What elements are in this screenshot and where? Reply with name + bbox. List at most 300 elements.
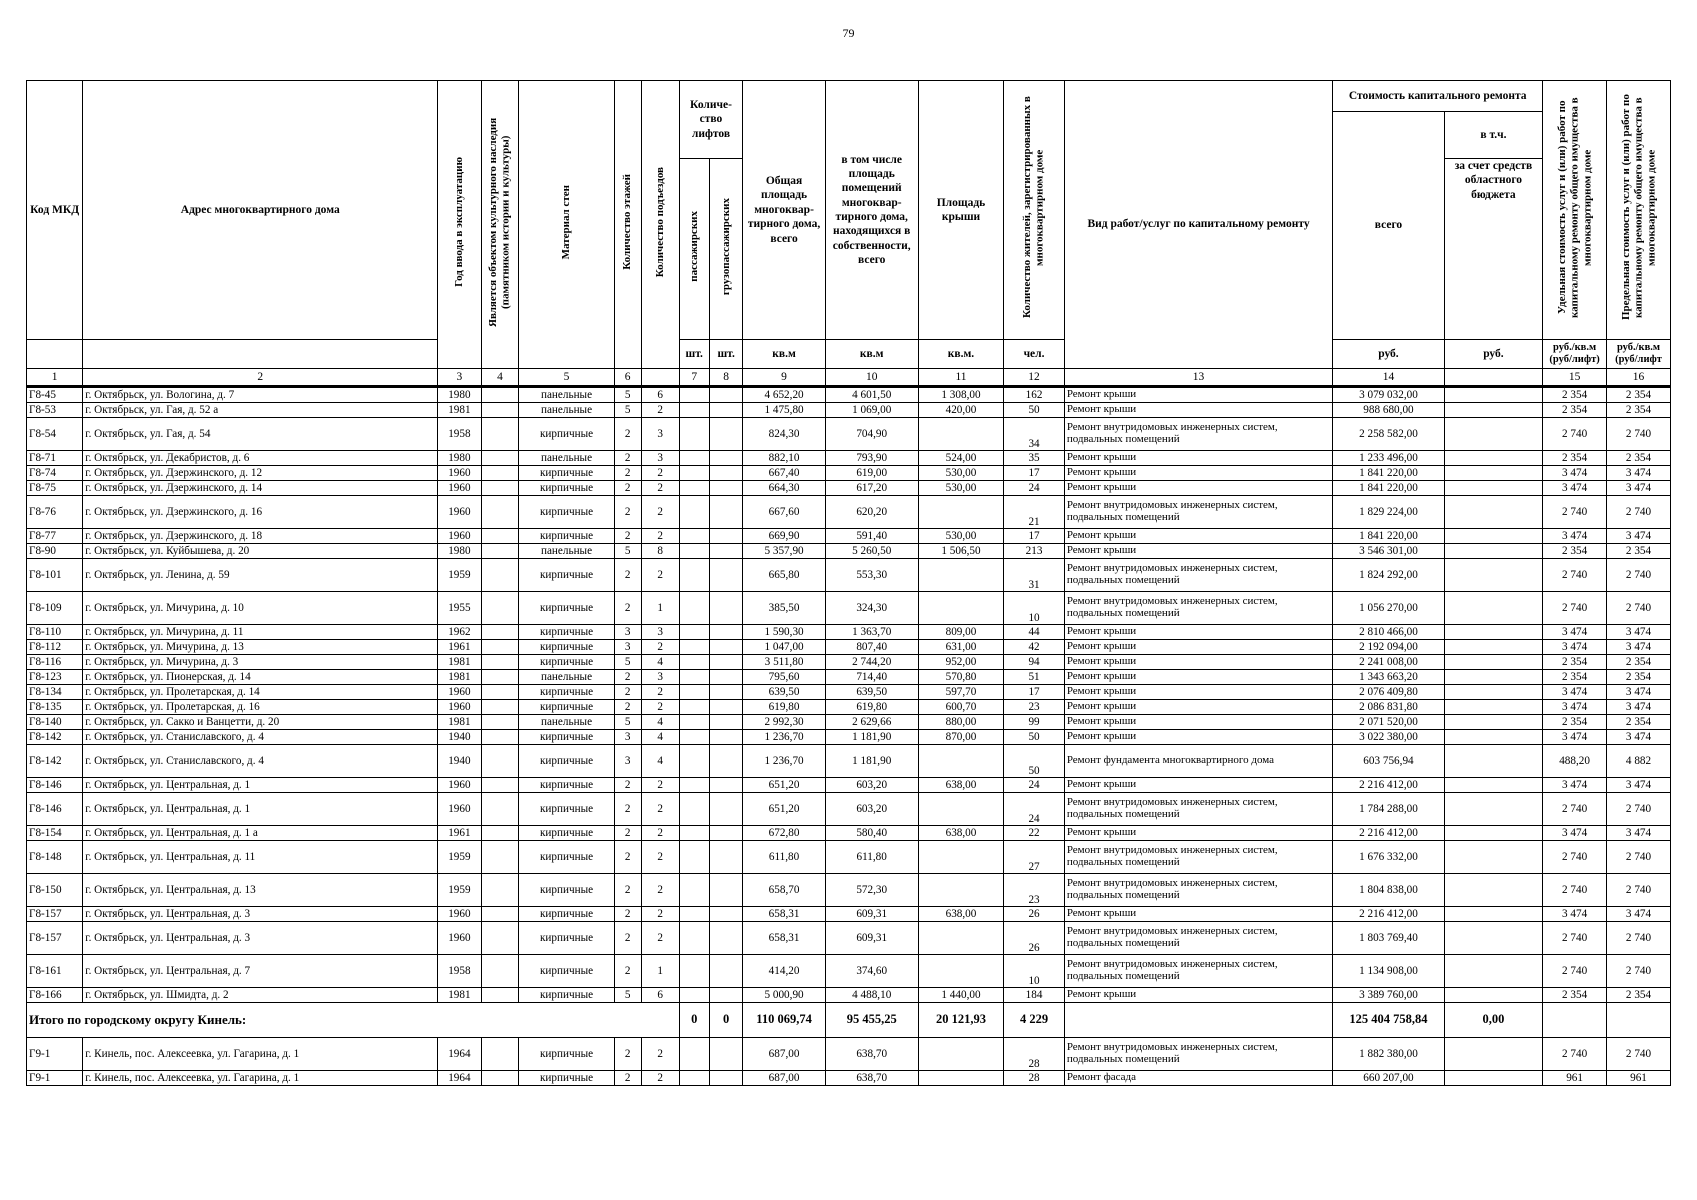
- cell-code: Г8-123: [27, 670, 83, 685]
- cell-lifts-passenger: [679, 529, 709, 544]
- cell-work: Ремонт крыши: [1064, 640, 1332, 655]
- cell-owned-area: 609,31: [825, 907, 918, 922]
- cell-total-area: 667,40: [743, 466, 825, 481]
- cell-code: Г8-150: [27, 874, 83, 907]
- cell-floors: 5: [614, 655, 641, 670]
- cell-heritage: [481, 700, 519, 715]
- header-owned-area: в том числе площадь помещений многоквар-тирного дома, находящихся в собственности, всего: [825, 81, 918, 340]
- cell-residents: 27: [1004, 841, 1065, 874]
- cell-entrances: 4: [641, 745, 679, 778]
- cell-work: Ремонт внутридомовых инженерных систем, подвальных помещений: [1064, 841, 1332, 874]
- cell-code: Г8-109: [27, 592, 83, 625]
- cell-cost: 1 841 220,00: [1333, 466, 1444, 481]
- cell-lifts-cargo: [709, 700, 743, 715]
- cell-entrances: 2: [641, 1071, 679, 1086]
- cell-work: Ремонт внутридомовых инженерных систем, подвальных помещений: [1064, 922, 1332, 955]
- table-row: [27, 988, 1671, 1003]
- unit-sqm: кв.м.: [918, 340, 1004, 369]
- cell-code: Г8-54: [27, 418, 83, 451]
- cell-lifts-cargo: [709, 841, 743, 874]
- cell-roof-area: 600,70: [918, 700, 1004, 715]
- cell-material: панельные: [519, 715, 614, 730]
- cell-total-area: 1 236,70: [743, 730, 825, 745]
- cell-regional: [1444, 655, 1542, 670]
- cell-total-area: 651,20: [743, 793, 825, 826]
- cell-regional: [1444, 841, 1542, 874]
- cell-max-cost: 2 740: [1607, 922, 1671, 955]
- cell-roof-area: [918, 745, 1004, 778]
- cell-lifts-cargo: [709, 730, 743, 745]
- cell-year: 1981: [438, 655, 481, 670]
- cell-lifts-cargo: [709, 793, 743, 826]
- column-number: 4: [481, 369, 519, 387]
- table-row: [27, 544, 1671, 559]
- cell-heritage: [481, 655, 519, 670]
- cell-lifts-passenger: [679, 907, 709, 922]
- cell-year: 1980: [438, 544, 481, 559]
- cell-max-cost: 2 740: [1607, 496, 1671, 529]
- cell-heritage: [481, 730, 519, 745]
- cell-heritage: [481, 826, 519, 841]
- table-row: [27, 640, 1671, 655]
- cell-residents: 24: [1004, 793, 1065, 826]
- cell-address: г. Октябрьск, ул. Вологина, д. 7: [83, 387, 438, 403]
- total-row: [27, 1003, 1671, 1038]
- cell-lifts-cargo: [709, 670, 743, 685]
- cell-address: г. Октябрьск, ул. Ленина, д. 59: [83, 559, 438, 592]
- total-lifts-cargo: 0: [709, 1003, 743, 1038]
- cell-year: 1960: [438, 700, 481, 715]
- cell-address: г. Октябрьск, ул. Пионерская, д. 14: [83, 670, 438, 685]
- unit-rub: руб.: [1333, 340, 1444, 369]
- cell-residents: 28: [1004, 1038, 1065, 1071]
- cell-year: 1961: [438, 826, 481, 841]
- cell-unit-cost: 3 474: [1543, 907, 1607, 922]
- header-work: Вид работ/услуг по капитальному ремонту: [1064, 81, 1332, 369]
- cell-code: Г8-161: [27, 955, 83, 988]
- header-cost: Стоимость капитального ремонта: [1333, 81, 1543, 112]
- cell-max-cost: 2 354: [1607, 544, 1671, 559]
- cell-unit-cost: 2 740: [1543, 841, 1607, 874]
- cell-total-area: 1 047,00: [743, 640, 825, 655]
- cell-residents: 50: [1004, 403, 1065, 418]
- header-cost-incl: в т.ч.: [1444, 112, 1542, 159]
- cell-max-cost: 4 882: [1607, 745, 1671, 778]
- cell-year: 1960: [438, 496, 481, 529]
- unit-pcs: шт.: [679, 340, 709, 369]
- cell-unit-cost: 2 354: [1543, 544, 1607, 559]
- cell-max-cost: 2 740: [1607, 841, 1671, 874]
- cell-year: 1981: [438, 403, 481, 418]
- cell-floors: 2: [614, 841, 641, 874]
- cell-total-area: 795,60: [743, 670, 825, 685]
- cell-code: Г8-142: [27, 745, 83, 778]
- cell-entrances: 6: [641, 988, 679, 1003]
- cell-residents: 17: [1004, 685, 1065, 700]
- cell-code: Г8-77: [27, 529, 83, 544]
- cell-entrances: 4: [641, 715, 679, 730]
- cell-heritage: [481, 544, 519, 559]
- cell-roof-area: 570,80: [918, 670, 1004, 685]
- cell-regional: [1444, 955, 1542, 988]
- table-row: [27, 1038, 1671, 1071]
- cell-floors: 2: [614, 685, 641, 700]
- cell-cost: 660 207,00: [1333, 1071, 1444, 1086]
- cell-entrances: 2: [641, 778, 679, 793]
- cell-total-area: 882,10: [743, 451, 825, 466]
- header-address: Адрес многоквартирного дома: [83, 81, 438, 340]
- cell-material: панельные: [519, 451, 614, 466]
- table-row: [27, 826, 1671, 841]
- table-header: [27, 81, 1671, 387]
- cell-max-cost: 961: [1607, 1071, 1671, 1086]
- cell-floors: 5: [614, 403, 641, 418]
- header-cost-total: всего: [1333, 112, 1444, 340]
- cell-heritage: [481, 874, 519, 907]
- cell-code: Г8-135: [27, 700, 83, 715]
- cell-owned-area: 553,30: [825, 559, 918, 592]
- cell-lifts-cargo: [709, 922, 743, 955]
- cell-unit-cost: 2 740: [1543, 1038, 1607, 1071]
- cell-material: кирпичные: [519, 988, 614, 1003]
- cell-cost: 2 216 412,00: [1333, 778, 1444, 793]
- cell-heritage: [481, 529, 519, 544]
- cell-lifts-passenger: [679, 387, 709, 403]
- cell-lifts-passenger: [679, 793, 709, 826]
- total-lifts-passenger: 0: [679, 1003, 709, 1038]
- cell-lifts-cargo: [709, 1038, 743, 1071]
- table-row: [27, 730, 1671, 745]
- cell-material: кирпичные: [519, 955, 614, 988]
- header-heritage: Является объектом культурного наследия (памятником истории и культуры): [487, 117, 512, 327]
- cell-lifts-passenger: [679, 544, 709, 559]
- column-number: 13: [1064, 369, 1332, 387]
- cell-address: г. Октябрьск, ул. Мичурина, д. 3: [83, 655, 438, 670]
- cell-material: кирпичные: [519, 778, 614, 793]
- cell-heritage: [481, 403, 519, 418]
- cell-heritage: [481, 988, 519, 1003]
- cell-residents: 28: [1004, 1071, 1065, 1086]
- cell-year: 1960: [438, 778, 481, 793]
- unit-pcs: шт.: [709, 340, 743, 369]
- table-row: [27, 387, 1671, 403]
- cell-address: г. Октябрьск, ул. Центральная, д. 11: [83, 841, 438, 874]
- cell-roof-area: 870,00: [918, 730, 1004, 745]
- cell-work: Ремонт крыши: [1064, 670, 1332, 685]
- cell-code: Г8-146: [27, 793, 83, 826]
- cell-work: Ремонт внутридомовых инженерных систем, подвальных помещений: [1064, 496, 1332, 529]
- cell-entrances: 2: [641, 403, 679, 418]
- cell-address: г. Октябрьск, ул. Гая, д. 54: [83, 418, 438, 451]
- cell-material: панельные: [519, 670, 614, 685]
- cell-entrances: 1: [641, 955, 679, 988]
- header-floors: Количество этажей: [621, 174, 634, 271]
- unit-rub-sqm: руб./кв.м (руб/лифт): [1543, 340, 1607, 369]
- cell-max-cost: 2 354: [1607, 670, 1671, 685]
- header-residents: Количество жителей, зарегистрированных в многоквартирном доме: [1021, 96, 1047, 319]
- cell-work: Ремонт крыши: [1064, 387, 1332, 403]
- table-row: [27, 670, 1671, 685]
- cell-code: Г8-71: [27, 451, 83, 466]
- cell-regional: [1444, 559, 1542, 592]
- cell-floors: 3: [614, 730, 641, 745]
- column-number: 14: [1333, 369, 1444, 387]
- cell-code: Г8-166: [27, 988, 83, 1003]
- table-row: [27, 451, 1671, 466]
- cell-floors: 2: [614, 481, 641, 496]
- cell-work: Ремонт крыши: [1064, 826, 1332, 841]
- cell-work: Ремонт крыши: [1064, 625, 1332, 640]
- cell-lifts-cargo: [709, 496, 743, 529]
- cell-address: г. Октябрьск, ул. Пролетарская, д. 16: [83, 700, 438, 715]
- cell-regional: [1444, 387, 1542, 403]
- cell-residents: 24: [1004, 481, 1065, 496]
- cell-work: Ремонт фундамента многоквартирного дома: [1064, 745, 1332, 778]
- cell-total-area: 619,80: [743, 700, 825, 715]
- cell-unit-cost: 2 354: [1543, 403, 1607, 418]
- cell-residents: 17: [1004, 466, 1065, 481]
- cell-lifts-passenger: [679, 1038, 709, 1071]
- cell-work: Ремонт внутридомовых инженерных систем, подвальных помещений: [1064, 592, 1332, 625]
- cell-max-cost: 3 474: [1607, 685, 1671, 700]
- cell-code: Г8-157: [27, 907, 83, 922]
- cell-total-area: 669,90: [743, 529, 825, 544]
- cell-owned-area: 5 260,50: [825, 544, 918, 559]
- cell-cost: 3 022 380,00: [1333, 730, 1444, 745]
- cell-roof-area: 1 308,00: [918, 387, 1004, 403]
- cell-floors: 2: [614, 592, 641, 625]
- cell-regional: [1444, 988, 1542, 1003]
- cell-lifts-cargo: [709, 655, 743, 670]
- cell-cost: 1 824 292,00: [1333, 559, 1444, 592]
- cell-heritage: [481, 387, 519, 403]
- cell-max-cost: 2 740: [1607, 1038, 1671, 1071]
- cell-entrances: 2: [641, 907, 679, 922]
- cell-roof-area: [918, 922, 1004, 955]
- cell-code: Г8-154: [27, 826, 83, 841]
- cell-unit-cost: 2 354: [1543, 387, 1607, 403]
- cell-heritage: [481, 955, 519, 988]
- cell-roof-area: 530,00: [918, 466, 1004, 481]
- cell-max-cost: 3 474: [1607, 625, 1671, 640]
- cell-max-cost: 2 354: [1607, 715, 1671, 730]
- cell-year: 1959: [438, 874, 481, 907]
- cell-floors: 2: [614, 907, 641, 922]
- cell-roof-area: [918, 496, 1004, 529]
- cell-regional: [1444, 700, 1542, 715]
- cell-owned-area: 1 069,00: [825, 403, 918, 418]
- cell-year: 1964: [438, 1038, 481, 1071]
- header-entrances: Количество подъездов: [653, 167, 666, 278]
- cell-floors: 2: [614, 793, 641, 826]
- cell-lifts-passenger: [679, 730, 709, 745]
- cell-roof-area: 638,00: [918, 778, 1004, 793]
- total-owned-area: 95 455,25: [825, 1003, 918, 1038]
- cell-roof-area: 809,00: [918, 625, 1004, 640]
- cell-roof-area: 638,00: [918, 826, 1004, 841]
- cell-unit-cost: 2 354: [1543, 670, 1607, 685]
- cell-lifts-passenger: [679, 481, 709, 496]
- cell-owned-area: 793,90: [825, 451, 918, 466]
- cell-unit-cost: 3 474: [1543, 700, 1607, 715]
- column-number: 10: [825, 369, 918, 387]
- cell-year: 1980: [438, 451, 481, 466]
- cell-code: Г8-53: [27, 403, 83, 418]
- cell-owned-area: 1 181,90: [825, 730, 918, 745]
- cell-owned-area: 638,70: [825, 1038, 918, 1071]
- cell-lifts-passenger: [679, 655, 709, 670]
- cell-work: Ремонт крыши: [1064, 778, 1332, 793]
- cell-owned-area: 572,30: [825, 874, 918, 907]
- cell-lifts-cargo: [709, 1071, 743, 1086]
- cell-cost: 2 258 582,00: [1333, 418, 1444, 451]
- cell-cost: 2 076 409,80: [1333, 685, 1444, 700]
- cell-address: г. Октябрьск, ул. Дзержинского, д. 14: [83, 481, 438, 496]
- cell-code: Г9-1: [27, 1038, 83, 1071]
- cell-lifts-passenger: [679, 559, 709, 592]
- cell-address: г. Октябрьск, ул. Центральная, д. 3: [83, 907, 438, 922]
- header-unit-cost: Удельная стоимость услуг и (или) работ по капитальному ремонту общего имущества в многоквартирном доме: [1555, 97, 1593, 319]
- cell-cost: 1 804 838,00: [1333, 874, 1444, 907]
- cell-owned-area: 4 601,50: [825, 387, 918, 403]
- total-cost: 125 404 758,84: [1333, 1003, 1444, 1038]
- cell-lifts-passenger: [679, 670, 709, 685]
- cell-address: г. Октябрьск, ул. Центральная, д. 13: [83, 874, 438, 907]
- table-row: [27, 793, 1671, 826]
- cell-floors: 3: [614, 625, 641, 640]
- cell-lifts-cargo: [709, 592, 743, 625]
- column-number: 6: [614, 369, 641, 387]
- cell-code: Г8-76: [27, 496, 83, 529]
- cell-cost: 2 810 466,00: [1333, 625, 1444, 640]
- cell-entrances: 2: [641, 481, 679, 496]
- cell-residents: 50: [1004, 730, 1065, 745]
- cell-unit-cost: 2 740: [1543, 559, 1607, 592]
- table-row: [27, 778, 1671, 793]
- cell-roof-area: 530,00: [918, 529, 1004, 544]
- cell-address: г. Октябрьск, ул. Сакко и Ванцетти, д. 20: [83, 715, 438, 730]
- cell-residents: 31: [1004, 559, 1065, 592]
- cell-lifts-passenger: [679, 1071, 709, 1086]
- cell-code: Г8-134: [27, 685, 83, 700]
- cell-regional: [1444, 874, 1542, 907]
- cell-lifts-cargo: [709, 907, 743, 922]
- cell-owned-area: 807,40: [825, 640, 918, 655]
- column-number: 3: [438, 369, 481, 387]
- cell-address: г. Октябрьск, ул. Гая, д. 52 а: [83, 403, 438, 418]
- table-row: [27, 592, 1671, 625]
- cell-lifts-cargo: [709, 625, 743, 640]
- cell-total-area: 414,20: [743, 955, 825, 988]
- cell-regional: [1444, 685, 1542, 700]
- cell-regional: [1444, 403, 1542, 418]
- cell-regional: [1444, 625, 1542, 640]
- cell-unit-cost: 2 740: [1543, 955, 1607, 988]
- cell-address: г. Октябрьск, ул. Мичурина, д. 11: [83, 625, 438, 640]
- cell-residents: 99: [1004, 715, 1065, 730]
- cell-code: Г8-146: [27, 778, 83, 793]
- cell-work: Ремонт крыши: [1064, 907, 1332, 922]
- total-regional: 0,00: [1444, 1003, 1542, 1038]
- table-body-continued: [27, 1038, 1671, 1086]
- cell-residents: 213: [1004, 544, 1065, 559]
- cell-cost: 1 829 224,00: [1333, 496, 1444, 529]
- cell-unit-cost: 488,20: [1543, 745, 1607, 778]
- cell-residents: 44: [1004, 625, 1065, 640]
- cell-entrances: 2: [641, 559, 679, 592]
- cell-roof-area: [918, 1038, 1004, 1071]
- cell-code: Г8-140: [27, 715, 83, 730]
- cell-cost: 1 676 332,00: [1333, 841, 1444, 874]
- cell-cost: 603 756,94: [1333, 745, 1444, 778]
- cell-max-cost: 3 474: [1607, 826, 1671, 841]
- cell-material: кирпичные: [519, 655, 614, 670]
- cell-residents: 34: [1004, 418, 1065, 451]
- cell-heritage: [481, 745, 519, 778]
- cell-entrances: 3: [641, 418, 679, 451]
- cell-address: г. Октябрьск, ул. Декабристов, д. 6: [83, 451, 438, 466]
- page-number: 79: [842, 26, 855, 40]
- cell-year: 1981: [438, 715, 481, 730]
- cell-year: 1981: [438, 670, 481, 685]
- cell-entrances: 2: [641, 529, 679, 544]
- cell-total-area: 824,30: [743, 418, 825, 451]
- cell-lifts-passenger: [679, 685, 709, 700]
- header-total-area: Общая площадь многоквар-тирного дома, всего: [743, 81, 825, 340]
- table-row: [27, 700, 1671, 715]
- cell-material: кирпичные: [519, 745, 614, 778]
- cell-code: Г8-90: [27, 544, 83, 559]
- cell-roof-area: 952,00: [918, 655, 1004, 670]
- cell-roof-area: [918, 874, 1004, 907]
- header-cost-regional: за счет средств областного бюджета: [1444, 159, 1542, 340]
- cell-work: Ремонт внутридомовых инженерных систем, подвальных помещений: [1064, 418, 1332, 451]
- table-row: [27, 403, 1671, 418]
- cell-total-area: 639,50: [743, 685, 825, 700]
- cell-work: Ремонт внутридомовых инженерных систем, подвальных помещений: [1064, 874, 1332, 907]
- table-row: [27, 874, 1671, 907]
- cell-regional: [1444, 670, 1542, 685]
- cell-heritage: [481, 559, 519, 592]
- cell-residents: 26: [1004, 907, 1065, 922]
- cell-address: г. Октябрьск, ул. Пролетарская, д. 14: [83, 685, 438, 700]
- cell-owned-area: 617,20: [825, 481, 918, 496]
- cell-residents: 42: [1004, 640, 1065, 655]
- cell-lifts-passenger: [679, 922, 709, 955]
- cell-unit-cost: 2 740: [1543, 592, 1607, 625]
- cell-residents: 24: [1004, 778, 1065, 793]
- cell-heritage: [481, 451, 519, 466]
- cell-unit-cost: 3 474: [1543, 625, 1607, 640]
- table-row: [27, 715, 1671, 730]
- cell-lifts-passenger: [679, 874, 709, 907]
- cell-material: кирпичные: [519, 730, 614, 745]
- cell-work: Ремонт крыши: [1064, 685, 1332, 700]
- cell-regional: [1444, 592, 1542, 625]
- header-code: Код МКД: [27, 81, 83, 340]
- cell-max-cost: 2 740: [1607, 955, 1671, 988]
- cell-entrances: 2: [641, 640, 679, 655]
- cell-material: кирпичные: [519, 685, 614, 700]
- cell-heritage: [481, 466, 519, 481]
- cell-entrances: 3: [641, 670, 679, 685]
- cell-owned-area: 4 488,10: [825, 988, 918, 1003]
- cell-heritage: [481, 841, 519, 874]
- cell-work: Ремонт крыши: [1064, 700, 1332, 715]
- cell-unit-cost: 3 474: [1543, 640, 1607, 655]
- cell-owned-area: 609,31: [825, 922, 918, 955]
- cell-total-area: 687,00: [743, 1071, 825, 1086]
